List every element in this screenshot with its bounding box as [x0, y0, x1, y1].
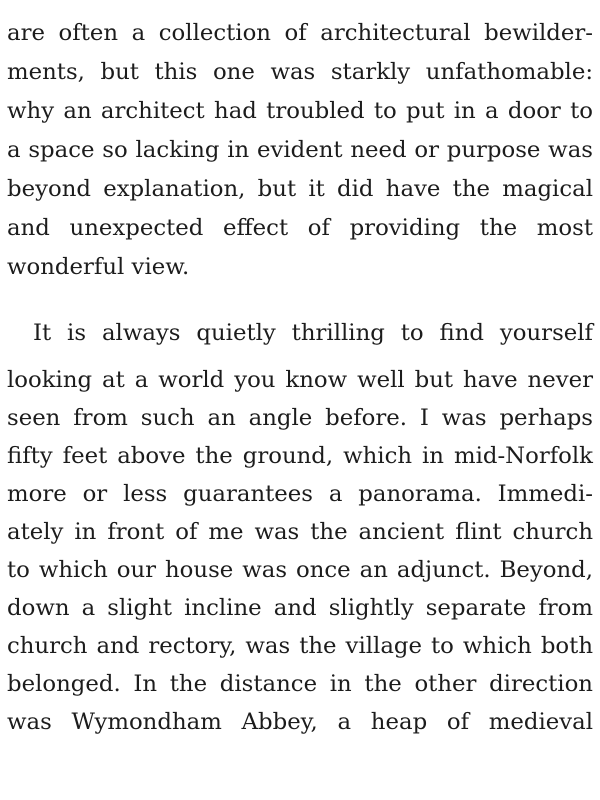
text-line: down a slight incline and slightly separate from — [7, 595, 593, 621]
text-line: beyond explanation, but it did have the magical — [7, 176, 593, 202]
text-line: to which our house was once an adjunct. Beyond, — [7, 557, 593, 583]
text-line: and unexpected effect of providing the most — [7, 215, 593, 241]
text-line: ments, but this one was starkly unfathomable: — [7, 59, 593, 85]
text-line: are often a collection of architectural bewilder- — [7, 20, 593, 46]
text-line: wonderful view. — [7, 254, 190, 280]
text-line: belonged. In the distance in the other direction — [7, 671, 593, 697]
text-line: seen from such an angle before. I was perhaps — [7, 405, 593, 431]
text-line: why an architect had troubled to put in a door to — [7, 98, 593, 124]
text-line: ately in front of me was the ancient flint church — [7, 519, 593, 545]
text-line: more or less guarantees a panorama. Immedi- — [7, 481, 593, 507]
text-line: looking at a world you know well but have never — [7, 367, 593, 393]
text-line: fifty feet above the ground, which in mid-Norfolk — [7, 443, 593, 469]
text-line: It is always quietly thrilling to find yourself — [33, 320, 593, 346]
text-line: was Wymondham Abbey, a heap of medieval — [7, 709, 593, 735]
text-line: church and rectory, was the village to which both — [7, 633, 593, 659]
text-line: a space so lacking in evident need or purpose was — [7, 137, 593, 163]
